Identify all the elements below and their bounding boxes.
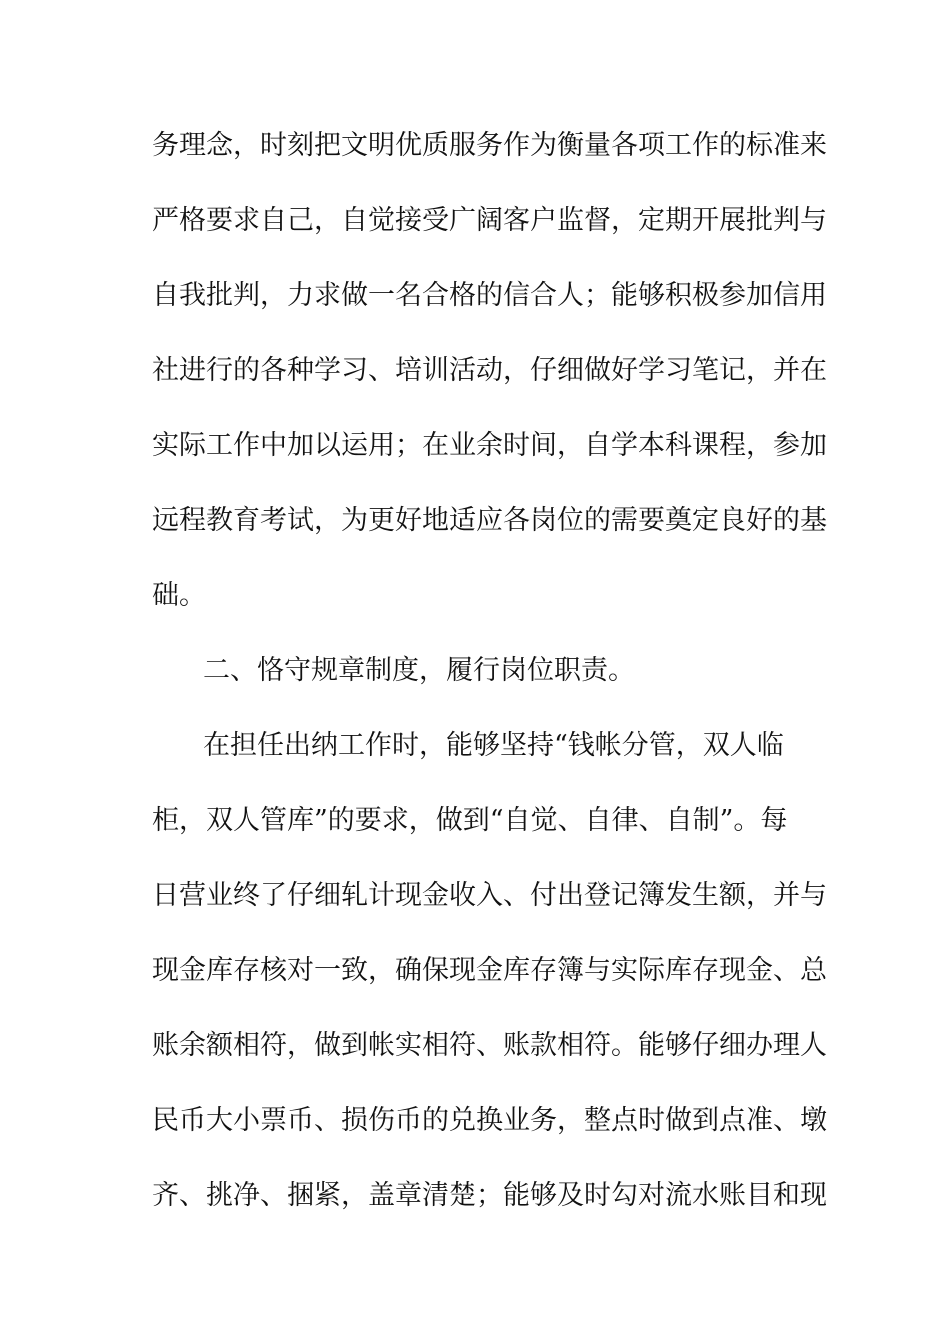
- text-line-3: 自我批判，力求做一名合格的信合人；能够积极参加信用: [152, 280, 827, 311]
- text-line-14: 民币大小票币、损伤币的兑换业务，整点时做到点准、墩: [152, 1105, 827, 1136]
- text-line-4: 社进行的各种学习、培训活动，仔细做好学习笔记，并在: [152, 355, 827, 386]
- text-line-1: 务理念，时刻把文明优质服务作为衡量各项工作的标准来: [152, 130, 827, 161]
- section-heading: 二、恪守规章制度，履行岗位职责。: [203, 655, 635, 686]
- text-line-2: 严格要求自己，自觉接受广阔客户监督，定期开展批判与: [152, 205, 827, 236]
- text-line-7: 础。: [152, 580, 206, 611]
- text-line-10: 柜，双人管库”的要求，做到“自觉、自律、自制”。每: [152, 805, 788, 836]
- text-line-5: 实际工作中加以运用；在业余时间，自学本科课程，参加: [152, 430, 827, 461]
- text-line-12: 现金库存核对一致，确保现金库存簿与实际库存现金、总: [152, 955, 827, 986]
- text-line-15: 齐、挑净、捆紧，盖章清楚；能够及时勾对流水账目和现: [152, 1180, 827, 1211]
- text-line-11: 日营业终了仔细轧计现金收入、付出登记簿发生额，并与: [152, 880, 827, 911]
- text-line-6: 远程教育考试，为更好地适应各岗位的需要奠定良好的基: [152, 505, 827, 536]
- text-line-13: 账余额相符，做到帐实相符、账款相符。能够仔细办理人: [152, 1030, 827, 1061]
- text-line-9: 在担任出纳工作时，能够坚持“钱帐分管，双人临: [203, 730, 784, 761]
